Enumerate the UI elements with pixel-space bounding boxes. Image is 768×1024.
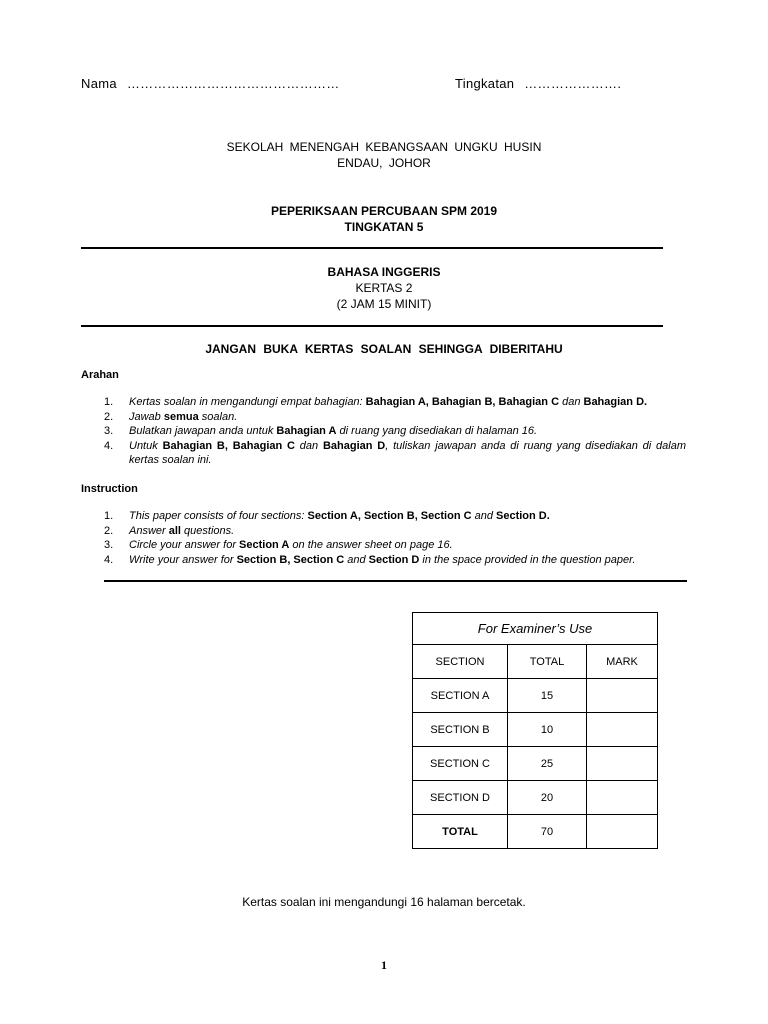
italic-text: soalan. (198, 410, 238, 423)
section-cell: SECTION A (413, 679, 508, 713)
bold-text: Bahagian D. (583, 396, 648, 408)
bold-text: Bahagian A (276, 425, 337, 437)
item-number: 1. (104, 510, 114, 522)
italic-text: Answer (129, 524, 169, 537)
table-row (413, 679, 658, 713)
warning-text: JANGAN BUKA KERTAS SOALAN SEHINGGA DIBERITAHU (205, 342, 563, 356)
paper-subject: BAHASA INGGERIS (327, 265, 441, 279)
bold-text: all (168, 524, 181, 537)
table-row (413, 747, 658, 781)
italic-text: , tuliskan jawapan anda di ruang yang disediakan di dalam kertas soalan ini. (129, 439, 687, 466)
mark-cell[interactable] (587, 713, 658, 747)
school-location: ENDAU, JOHOR (337, 156, 431, 170)
bold-text: Section A (239, 539, 290, 551)
nama-blank[interactable]: ………………………………………… (126, 76, 340, 91)
bold-text: semua (163, 410, 199, 423)
grand-mark-cell[interactable] (587, 815, 658, 849)
item-number: 1. (104, 396, 114, 408)
divider-rule (81, 325, 663, 327)
italic-text: and (471, 510, 497, 522)
section-cell: SECTION C (413, 747, 508, 781)
italic-text: Circle your answer for (129, 539, 240, 551)
exam-title: PEPERIKSAAN PERCUBAAN SPM 2019 (270, 204, 498, 218)
italic-text: questions. (180, 524, 235, 537)
examiner-table-title: For Examiner’s Use (413, 613, 658, 645)
item-number: 3. (104, 539, 114, 551)
tingkatan-line (455, 76, 621, 91)
mark-cell[interactable] (587, 747, 658, 781)
italic-text: and (344, 553, 369, 566)
instruction-heading: Instruction (81, 483, 138, 495)
table-total-row (413, 815, 658, 849)
total-cell: 25 (508, 747, 587, 781)
italic-text: di ruang yang disediakan di halaman 16. (336, 425, 538, 437)
nama-line (81, 76, 340, 91)
item-number: 3. (104, 425, 114, 437)
bold-text: Section D (368, 553, 420, 566)
bold-text: Bahagian B, Bahagian C (162, 439, 295, 452)
total-label-cell: TOTAL (413, 815, 508, 849)
page-number: 1 (381, 958, 387, 972)
table-row (413, 781, 658, 815)
item-number: 4. (104, 553, 114, 566)
bold-text: Section A, Section B, Section C (307, 510, 472, 522)
italic-text: in the space provided in the question paper. (419, 553, 636, 566)
divider-rule (104, 580, 687, 582)
section-cell: SECTION B (413, 713, 508, 747)
item-number: 2. (104, 410, 114, 423)
instruction-item (81, 509, 686, 524)
instruction-item (81, 538, 686, 553)
italic-text: dan (559, 396, 584, 408)
nama-label: Nama (81, 76, 117, 91)
section-cell: SECTION D (413, 781, 508, 815)
instruction-item (81, 524, 686, 539)
italic-text: Bulatkan jawapan anda untuk (129, 425, 277, 437)
arahan-item (81, 439, 686, 468)
italic-text: Write your answer for (129, 553, 237, 566)
column-header-mark: MARK (587, 645, 658, 679)
italic-text: Kertas soalan in mengandungi empat bahagian: (129, 396, 366, 408)
divider-rule (81, 247, 663, 249)
paper-duration: (2 JAM 15 MINIT) (336, 297, 432, 311)
arahan-list (81, 395, 686, 468)
bold-text: Bahagian D (322, 439, 386, 452)
instruction-item (81, 553, 686, 568)
mark-cell[interactable] (587, 781, 658, 815)
item-number: 2. (104, 524, 114, 537)
grand-total-cell: 70 (508, 815, 587, 849)
paper-number: KERTAS 2 (355, 281, 413, 295)
mark-cell[interactable] (587, 679, 658, 713)
arahan-item (81, 410, 686, 425)
tingkatan-label: Tingkatan (455, 76, 515, 91)
arahan-heading: Arahan (81, 369, 119, 381)
total-cell: 20 (508, 781, 587, 815)
item-number: 4. (104, 439, 114, 452)
bold-text: Section B, Section C (236, 553, 345, 566)
exam-form: TINGKATAN 5 (344, 220, 424, 234)
school-name: SEKOLAH MENENGAH KEBANGSAAN UNGKU HUSIN (226, 140, 542, 154)
column-header-section: SECTION (413, 645, 508, 679)
italic-text: Untuk (129, 439, 163, 452)
italic-text: on the answer sheet on page 16. (289, 539, 453, 551)
italic-text: dan (294, 439, 323, 452)
italic-text: This paper consists of four sections: (129, 510, 308, 522)
arahan-item (81, 424, 686, 439)
page-count-note: Kertas soalan ini mengandungi 16 halaman bercetak. (242, 895, 526, 909)
total-cell: 10 (508, 713, 587, 747)
bold-text: Bahagian A, Bahagian B, Bahagian C (365, 396, 560, 408)
arahan-item (81, 395, 686, 410)
total-cell: 15 (508, 679, 587, 713)
tingkatan-blank[interactable]: …………………. (524, 76, 622, 91)
bold-text: Section D. (496, 510, 550, 522)
instruction-list (81, 509, 686, 567)
italic-text: Jawab (129, 410, 164, 423)
column-header-total: TOTAL (508, 645, 587, 679)
examiner-table (412, 612, 658, 849)
table-header-row (413, 645, 658, 679)
table-row (413, 713, 658, 747)
